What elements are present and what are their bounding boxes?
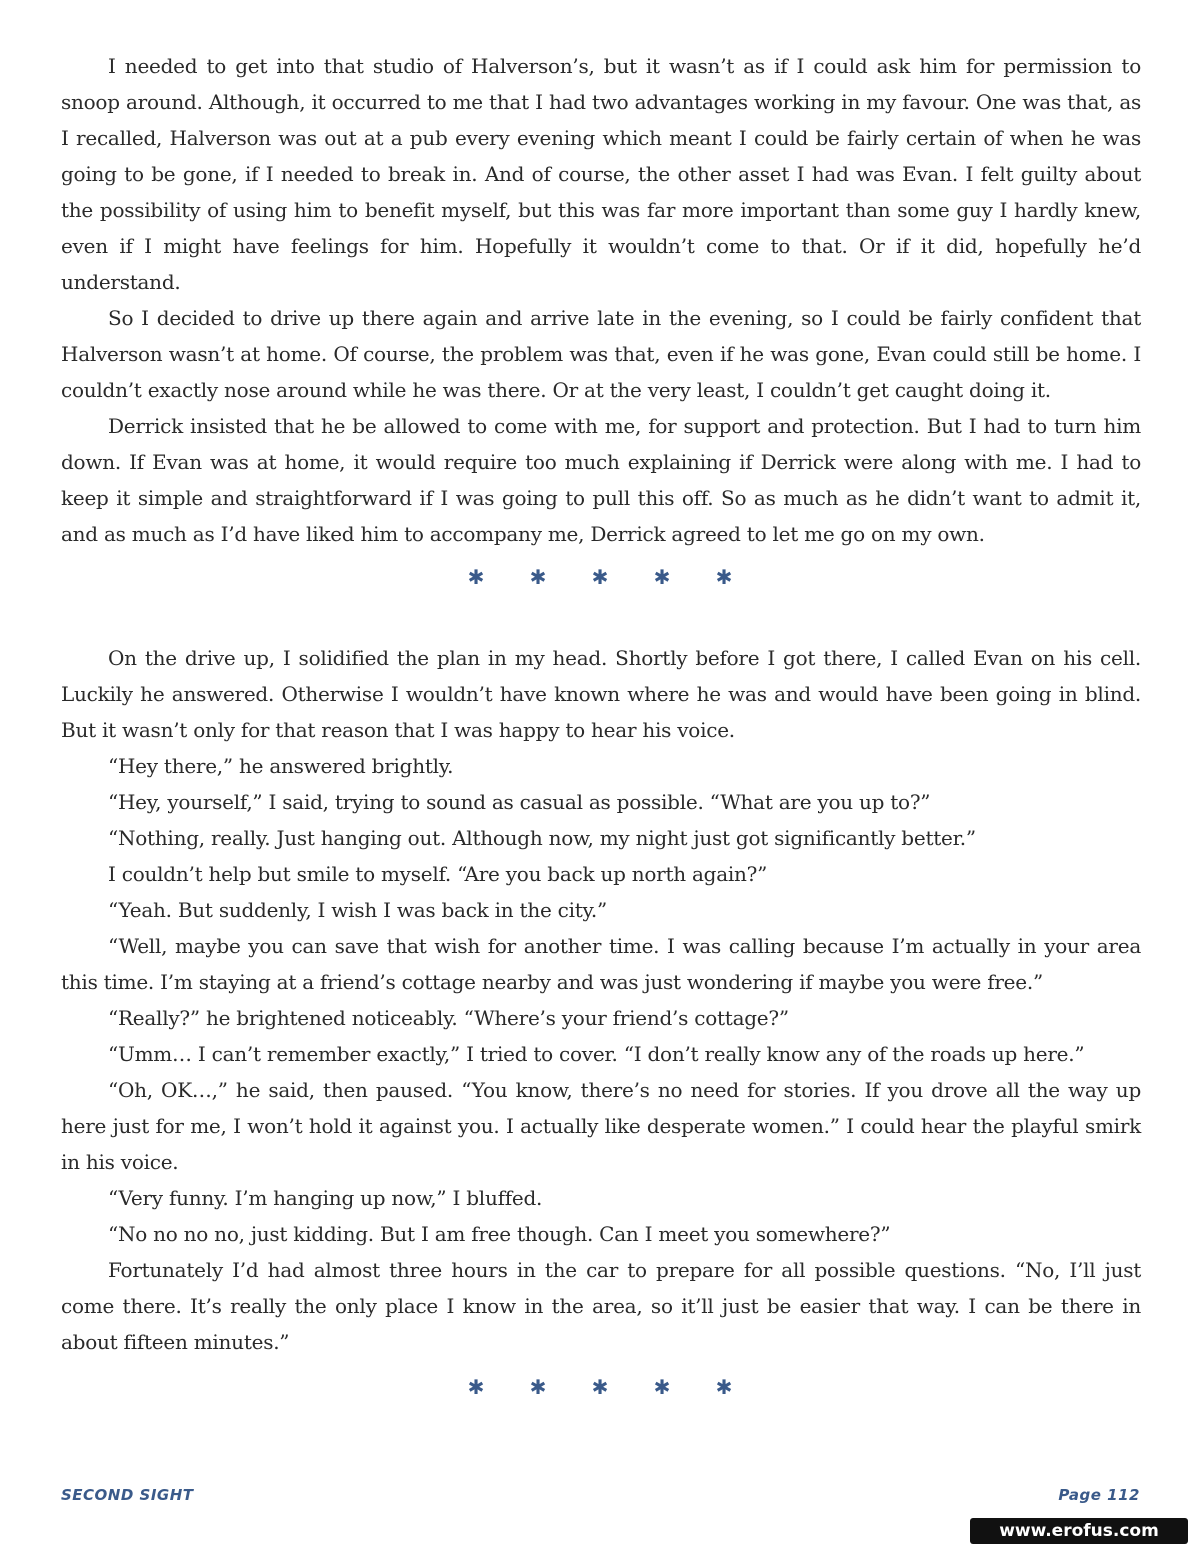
footer-page-number: Page 112 [1058,1486,1140,1504]
paragraph: So I decided to drive up there again and arrive late in the evening, so I could be fairly confident that Halverson wasn’t at home. Of course, the problem was that, even if he was gone, Evan could still be home. I couldn’t exactly nose around while he was there. Or at the very least, I couldn’t get caught doing it. [61,306,1141,402]
text-section-1 [61,48,1141,552]
footer-book-title: SECOND SIGHT [61,1486,194,1504]
paragraph: “Very funny. I’m hanging up now,” I bluffed. [108,1186,543,1210]
paragraph: “Really?” he brightened noticeably. “Where’s your friend’s cottage?” [108,1006,789,1030]
asterisk-icon: ✱ [467,1375,485,1399]
paragraph: Fortunately I’d had almost three hours in the car to prepare for all possible questions. “No, I’ll just come there. It’s really the only place I know in the area, so it’ll just be easier that way. I can be there in about fifteen minutes.” [61,1258,1141,1354]
asterisk-icon: ✱ [653,1375,671,1399]
paragraph: “Umm… I can’t remember exactly,” I tried to cover. “I don’t really know any of the roads up here.” [108,1042,1085,1066]
asterisk-icon: ✱ [715,565,733,589]
section-divider [0,566,1200,588]
paragraph: “Hey, yourself,” I said, trying to sound as casual as possible. “What are you up to?” [108,790,931,814]
asterisk-icon: ✱ [653,565,671,589]
watermark-badge: www.erofus.com [970,1518,1188,1544]
asterisk-icon: ✱ [467,565,485,589]
paragraph: “Well, maybe you can save that wish for another time. I was calling because I’m actually in your area this time. I’m staying at a friend’s cottage nearby and was just wondering if maybe you were free.” [61,934,1141,994]
paragraph: “Hey there,” he answered brightly. [108,754,454,778]
text-section-2 [61,640,1141,1360]
asterisk-icon: ✱ [715,1375,733,1399]
paragraph: “Oh, OK…,” he said, then paused. “You know, there’s no need for stories. If you drove all the way up here just for me, I won’t hold it against you. I actually like desperate women.” I could hear the playful smirk in his voice. [61,1078,1141,1174]
paragraph: I needed to get into that studio of Halverson’s, but it wasn’t as if I could ask him for permission to snoop around. Although, it occurred to me that I had two advantages working in my favour. One was that, as I recalled, Halverson was out at a pub every evening which meant I could be fairly certain of when he was going to be gone, if I needed to break in. And of course, the other asset I had was Evan. I felt guilty about the possibility of using him to benefit myself, but this was far more important than some guy I hardly knew, even if I might have feelings for him. Hopefully it wouldn’t come to that. Or if it did, hopefully he’d understand. [61,54,1141,294]
paragraph: On the drive up, I solidified the plan in my head. Shortly before I got there, I called Evan on his cell. Luckily he answered. Otherwise I wouldn’t have known where he was and would have been going in blind. But it wasn’t only for that reason that I was happy to hear his voice. [61,646,1141,742]
section-divider [0,1376,1200,1398]
paragraph: “Nothing, really. Just hanging out. Although now, my night just got significantly better.” [108,826,976,850]
asterisk-icon: ✱ [591,1375,609,1399]
asterisk-icon: ✱ [591,565,609,589]
paragraph: I couldn’t help but smile to myself. “Are you back up north again?” [108,862,768,886]
paragraph: “Yeah. But suddenly, I wish I was back in the city.” [108,898,608,922]
asterisk-icon: ✱ [529,1375,547,1399]
paragraph: Derrick insisted that he be allowed to come with me, for support and protection. But I had to turn him down. If Evan was at home, it would require too much explaining if Derrick were along with me. I had to keep it simple and straightforward if I was going to pull this off. So as much as he didn’t want to admit it, and as much as I’d have liked him to accompany me, Derrick agreed to let me go on my own. [61,414,1141,546]
asterisk-icon: ✱ [529,565,547,589]
paragraph: “No no no no, just kidding. But I am free though. Can I meet you somewhere?” [108,1222,891,1246]
